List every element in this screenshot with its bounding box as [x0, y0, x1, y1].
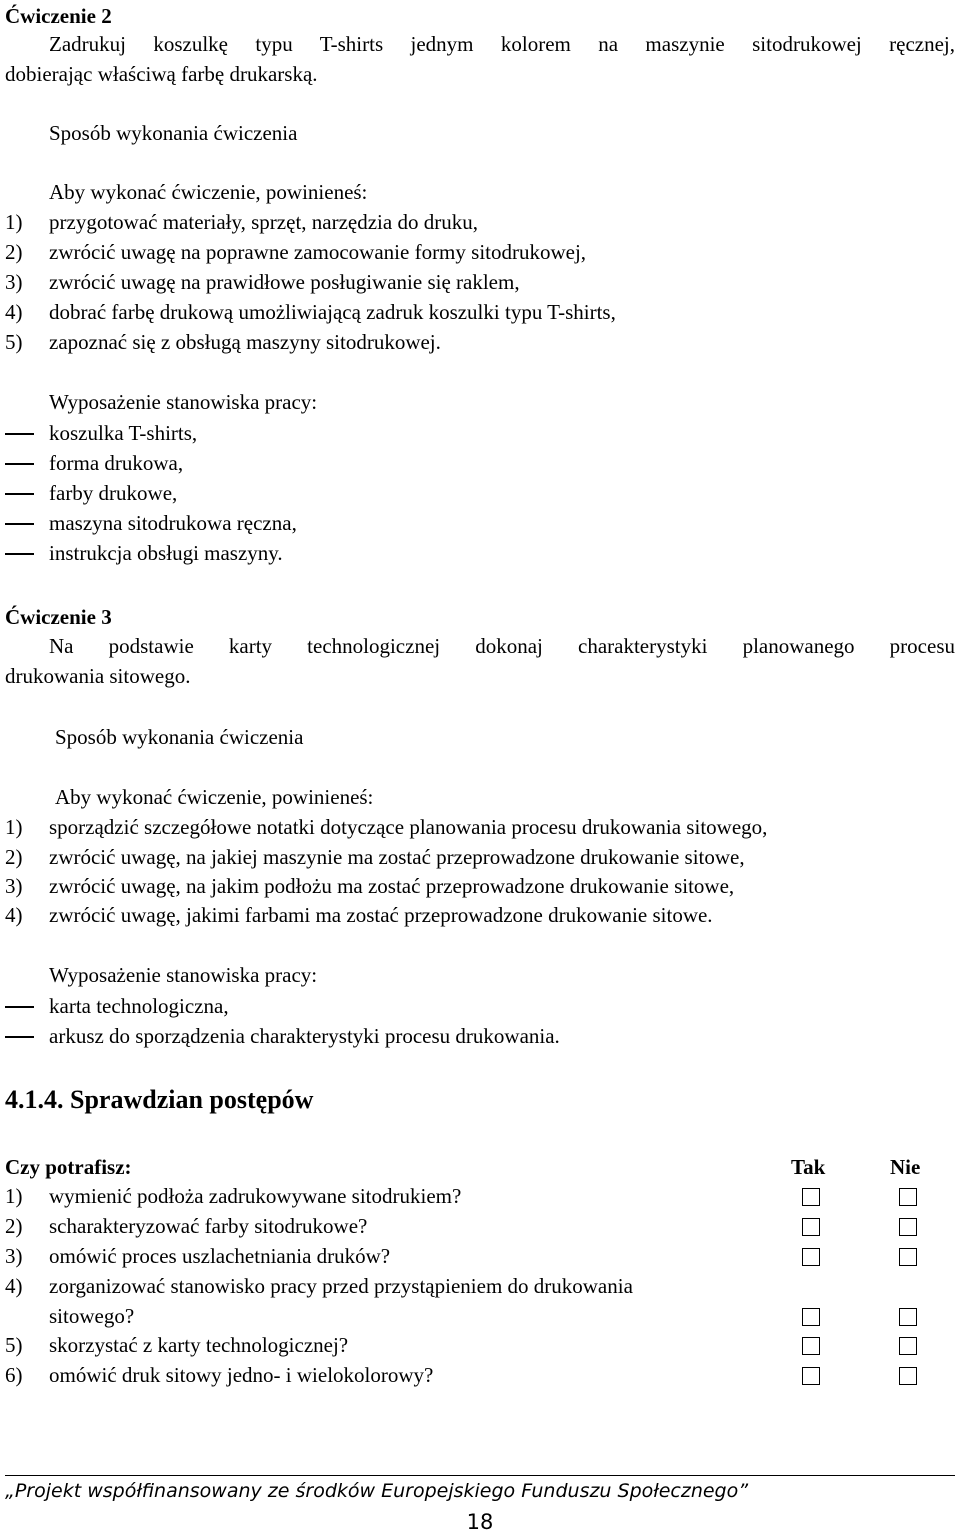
step-text: dobrać farbę drukową umożliwiającą zadruk koszulki typu T-shirts, [49, 300, 616, 324]
footer-text: „Projekt współfinansowany ze środków Europejskiego Funduszu Społecznego” [5, 1480, 749, 1502]
exercise-3-task [5, 632, 955, 691]
question-text: wymienić podłoża zadrukowywane sitodrukiem? [49, 1184, 462, 1208]
tak-checkbox[interactable] [802, 1308, 820, 1326]
section-number: 4.1.4. [5, 1085, 64, 1114]
question-text: zorganizować stanowisko pracy przed przystąpieniem do drukowania [49, 1274, 633, 1298]
nie-checkbox[interactable] [899, 1337, 917, 1355]
question-number: 3) [5, 1244, 23, 1268]
dash-bullet [5, 433, 34, 435]
nie-checkbox[interactable] [899, 1308, 917, 1326]
equipment-item: maszyna sitodrukowa ręczna, [49, 511, 297, 535]
exercise-2-title: Ćwiczenie 2 [5, 4, 112, 28]
exercise-2-task [5, 30, 955, 89]
exercise-3-equipment-heading: Wyposażenie stanowiska pracy: [49, 963, 318, 987]
equipment-item: koszulka T-shirts, [49, 421, 198, 445]
step-number: 1) [5, 210, 23, 234]
exercise-3-task-line1: Na podstawie karty technologicznej dokonaj charakterystyki planowanego procesu [49, 634, 955, 658]
exercise-3-method-heading: Sposób wykonania ćwiczenia [55, 725, 304, 749]
exercise-3-title: Ćwiczenie 3 [5, 605, 112, 629]
step-text: zwrócić uwagę na poprawne zamocowanie formy sitodrukowej, [49, 240, 587, 264]
step-text: sporządzić szczegółowe notatki dotyczące planowania procesu drukowania sitowego, [49, 815, 768, 839]
step-number: 1) [5, 815, 23, 839]
equipment-item: instrukcja obsługi maszyny. [49, 541, 283, 565]
nie-checkbox[interactable] [899, 1367, 917, 1385]
dash-bullet [5, 553, 34, 555]
step-number: 3) [5, 874, 23, 898]
exercise-2-task-line1: Zadrukuj koszulkę typu T-shirts jednym kolorem na maszynie sitodrukowej ręcznej, [49, 32, 955, 56]
question-text: skorzystać z karty technologicznej? [49, 1333, 349, 1357]
step-text: zapoznać się z obsługą maszyny sitodrukowej. [49, 330, 441, 354]
exercise-2-equipment-heading: Wyposażenie stanowiska pracy: [49, 390, 318, 414]
question-number: 1) [5, 1184, 23, 1208]
tak-checkbox[interactable] [802, 1188, 820, 1206]
step-text: zwrócić uwagę, na jakiej maszynie ma zostać przeprowadzone drukowanie sitowe, [49, 845, 745, 869]
exercise-2-task-line2: dobierając właściwą farbę drukarską. [5, 61, 318, 86]
step-number: 3) [5, 270, 23, 294]
step-text: zwrócić uwagę na prawidłowe posługiwanie się raklem, [49, 270, 520, 294]
nie-checkbox[interactable] [899, 1188, 917, 1206]
section-title: Sprawdzian postępów [70, 1085, 314, 1114]
column-no-header: Nie [890, 1155, 921, 1179]
exercise-3-task-line2: drukowania sitowego. [5, 663, 191, 688]
page-number: 18 [466, 1510, 494, 1534]
step-text: zwrócić uwagę, jakimi farbami ma zostać przeprowadzone drukowanie sitowe. [49, 903, 713, 927]
step-number: 2) [5, 240, 23, 264]
dash-bullet [5, 493, 34, 495]
dash-bullet [5, 523, 34, 525]
tak-checkbox[interactable] [802, 1218, 820, 1236]
dash-bullet [5, 1006, 34, 1008]
question-text: omówić proces uszlachetniania druków? [49, 1244, 391, 1268]
step-text: przygotować materiały, sprzęt, narzędzia do druku, [49, 210, 478, 234]
tak-checkbox[interactable] [802, 1337, 820, 1355]
exercise-2-steps-intro: Aby wykonać ćwiczenie, powinieneś: [49, 180, 368, 204]
nie-checkbox[interactable] [899, 1248, 917, 1266]
question-header: Czy potrafisz: [5, 1155, 132, 1179]
footer-divider [5, 1475, 955, 1476]
question-number: 2) [5, 1214, 23, 1238]
exercise-2-method-heading: Sposób wykonania ćwiczenia [49, 121, 298, 145]
question-text: scharakteryzować farby sitodrukowe? [49, 1214, 368, 1238]
step-text: zwrócić uwagę, na jakim podłożu ma zostać przeprowadzone drukowanie sitowe, [49, 874, 735, 898]
equipment-item: forma drukowa, [49, 451, 184, 475]
dash-bullet [5, 463, 34, 465]
question-text-continued: sitowego? [49, 1304, 135, 1328]
tak-checkbox[interactable] [802, 1248, 820, 1266]
exercise-3-steps-intro: Aby wykonać ćwiczenie, powinieneś: [55, 785, 374, 809]
question-number: 5) [5, 1333, 23, 1357]
dash-bullet [5, 1036, 34, 1038]
tak-checkbox[interactable] [802, 1367, 820, 1385]
equipment-item: karta technologiczna, [49, 994, 229, 1018]
equipment-item: farby drukowe, [49, 481, 178, 505]
step-number: 2) [5, 845, 23, 869]
step-number: 4) [5, 300, 23, 324]
equipment-item: arkusz do sporządzenia charakterystyki procesu drukowania. [49, 1024, 560, 1048]
step-number: 4) [5, 903, 23, 927]
column-yes-header: Tak [791, 1155, 826, 1179]
section-heading [5, 1085, 313, 1115]
question-number: 4) [5, 1274, 23, 1298]
nie-checkbox[interactable] [899, 1218, 917, 1236]
question-text: omówić druk sitowy jedno- i wielokolorowy? [49, 1363, 434, 1387]
step-number: 5) [5, 330, 23, 354]
question-number: 6) [5, 1363, 23, 1387]
